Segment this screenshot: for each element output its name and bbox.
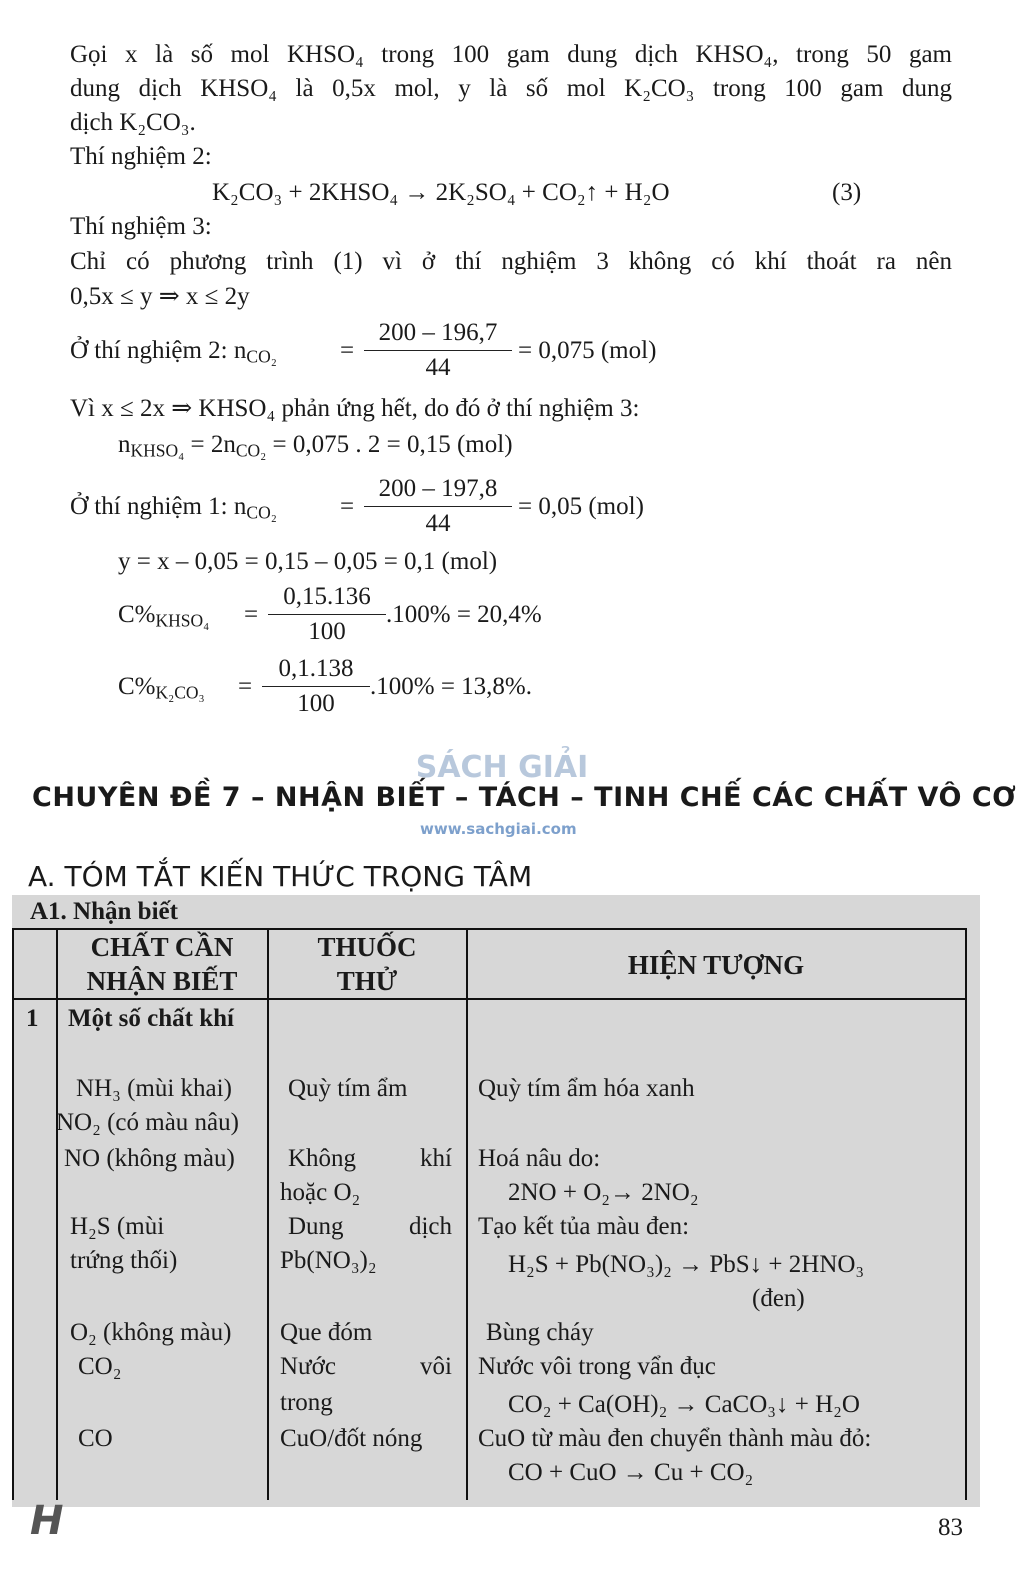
phen-cloudy: Nước vôi trong vẩn đục bbox=[478, 1353, 716, 1380]
calc6-result: .100% = 20,4% bbox=[386, 601, 542, 628]
exp3-line-2: 0,5x ≤ y ⇒ x ≤ 2y bbox=[70, 283, 250, 310]
exp3-heading: Thí nghiệm 3: bbox=[70, 213, 212, 240]
calc3-line: $n_{KHSO_4} = 2n_{CO_2} = 0,075$ . 2 = 0,15 (mol) bbox=[118, 431, 513, 461]
reagent-cuo: CuO/đốt nóng bbox=[280, 1425, 423, 1452]
reagent-pbno3: Pb(NO₃)₂ bbox=[280, 1247, 377, 1274]
table-col-divider-2 bbox=[267, 928, 269, 1500]
watermark-brand: SÁCH GIẢI bbox=[415, 750, 589, 785]
phen-black-label: (đen) bbox=[752, 1285, 805, 1312]
substance-nh3: NH₃ (mùi khai) bbox=[76, 1075, 232, 1102]
calc4-label: Ở thí nghiệm 1: $n_{CO_2}$ bbox=[70, 493, 277, 523]
reagent-limewater-2: trong bbox=[280, 1389, 333, 1416]
reagent-splint: Que đóm bbox=[280, 1319, 373, 1346]
calc1-numerator: 200 – 196,7 bbox=[364, 316, 512, 351]
calc7-fraction bbox=[262, 652, 370, 721]
substance-no: NO (không màu) bbox=[64, 1145, 235, 1172]
substance-co: CO bbox=[78, 1425, 113, 1452]
reagent-air: Không khí bbox=[288, 1145, 452, 1172]
intro-line-3: dịch K₂CO₃. bbox=[70, 109, 196, 136]
table-header-border bbox=[12, 998, 967, 1000]
section-a-heading: A. TÓM TẮT KIẾN THỨC TRỌNG TÂM bbox=[28, 860, 533, 893]
calc4-fraction bbox=[364, 472, 512, 541]
header-reagent: THUỐC THỬ bbox=[317, 932, 417, 996]
calc1-label: Ở thí nghiệm 2: $n_{CO_2}$ bbox=[70, 337, 277, 367]
chapter-title: CHUYÊN ĐỀ 7 – NHẬN BIẾT – TÁCH – TINH CHẾ CÁC CHẤT VÔ CƠ bbox=[32, 782, 1017, 813]
phen-litmus: Quỳ tím ẩm hóa xanh bbox=[478, 1075, 695, 1102]
row-number: 1 bbox=[26, 1005, 39, 1032]
exp3-line-1: Chỉ có phương trình (1) vì ở thí nghiệm 3 không có khí thoát ra nên bbox=[70, 248, 952, 275]
substance-o2: O₂ (không màu) bbox=[70, 1319, 232, 1346]
substance-no2: NO₂ (có màu nâu) bbox=[56, 1109, 239, 1136]
calc1-eq: = bbox=[340, 337, 355, 364]
calc4-denominator: 44 bbox=[425, 510, 451, 537]
exp2-eq-number: (3) bbox=[832, 179, 862, 206]
phen-co2-eq: CO₂ + Ca(OH)₂ → CaCO₃↓ + H₂O bbox=[508, 1391, 860, 1418]
reagent-limewater: Nước vôi bbox=[280, 1353, 452, 1380]
calc5-text: y = x – 0,05 = 0,15 – 0,05 = 0,1 (mol) bbox=[118, 548, 498, 575]
reagent-o2: hoặc O₂ bbox=[280, 1179, 361, 1206]
table-col-divider-1 bbox=[56, 928, 58, 1500]
a1-title: A1. Nhận biết bbox=[30, 898, 178, 925]
calc1-result: = 0,075 (mol) bbox=[518, 337, 657, 364]
phen-brown: Hoá nâu do: bbox=[478, 1145, 601, 1172]
calc4-eq: = bbox=[340, 493, 355, 520]
calc1-denominator: 44 bbox=[425, 354, 451, 381]
calc7-numerator: 0,1.138 bbox=[262, 652, 370, 687]
intro-line-2: dung dịch KHSO₄ là 0,5x mol, y là số mol K₂CO₃ trong 100 gam dung bbox=[70, 75, 952, 102]
substance-h2s-note: trứng thối) bbox=[70, 1247, 178, 1274]
calc7-label: $C\%_{K_2CO_3}$ bbox=[118, 673, 205, 703]
phen-cuo: CuO từ màu đen chuyển thành màu đỏ: bbox=[478, 1425, 872, 1452]
calc2-text: Vì x ≤ 2x ⇒ KHSO₄ phản ứng hết, do đó ở thí nghiệm 3: bbox=[70, 395, 640, 422]
footer-logo-icon: H bbox=[30, 1498, 64, 1544]
calc4-result: = 0,05 (mol) bbox=[518, 493, 644, 520]
calc7-eq: = bbox=[238, 673, 253, 700]
page-number: 83 bbox=[938, 1514, 963, 1541]
calc6-fraction bbox=[268, 580, 386, 649]
calc4-numerator: 200 – 197,8 bbox=[364, 472, 512, 507]
calc6-eq: = bbox=[244, 601, 259, 628]
reagent-litmus: Quỳ tím ẩm bbox=[288, 1075, 408, 1102]
header-phenomenon: HIỆN TƯỢNG bbox=[627, 950, 805, 980]
calc6-numerator: 0,15.136 bbox=[268, 580, 386, 615]
watermark-url: www.sachgiai.com bbox=[420, 820, 577, 838]
phen-no-eq: 2NO + O₂→ 2NO₂ bbox=[508, 1179, 699, 1206]
group-label: Một số chất khí bbox=[68, 1005, 234, 1032]
table-right-border bbox=[965, 928, 967, 1500]
calc1-fraction bbox=[364, 316, 512, 385]
exp2-heading: Thí nghiệm 2: bbox=[70, 143, 212, 170]
exp2-equation: K₂CO₃ + 2KHSO₄ → 2K₂SO₄ + CO₂↑ + H₂O bbox=[212, 179, 670, 206]
phen-h2s-eq: H₂S + Pb(NO₃)₂ → PbS↓ + 2HNO₃ bbox=[508, 1251, 865, 1278]
phen-co-eq: CO + CuO → Cu + CO₂ bbox=[508, 1459, 754, 1486]
substance-co2: CO₂ bbox=[78, 1353, 122, 1380]
phen-burn: Bùng cháy bbox=[486, 1319, 594, 1346]
table-col-divider-3 bbox=[466, 928, 468, 1500]
calc6-denominator: 100 bbox=[308, 618, 346, 645]
calc7-denominator: 100 bbox=[297, 690, 335, 717]
table-left-border bbox=[12, 928, 14, 1500]
calc7-result: .100% = 13,8%. bbox=[370, 673, 532, 700]
phen-black-ppt: Tạo kết tủa màu đen: bbox=[478, 1213, 690, 1240]
substance-h2s: H₂S (mùi bbox=[70, 1213, 165, 1240]
header-substance: CHẤT CẦN NHẬN BIẾT bbox=[86, 932, 238, 996]
calc6-label: $C\%_{KHSO_4}$ bbox=[118, 601, 210, 631]
reagent-solution: Dung dịch bbox=[288, 1213, 452, 1240]
intro-line-1: Gọi x là số mol KHSO₄ trong 100 gam dung dịch KHSO₄, trong 50 gam bbox=[70, 41, 952, 68]
